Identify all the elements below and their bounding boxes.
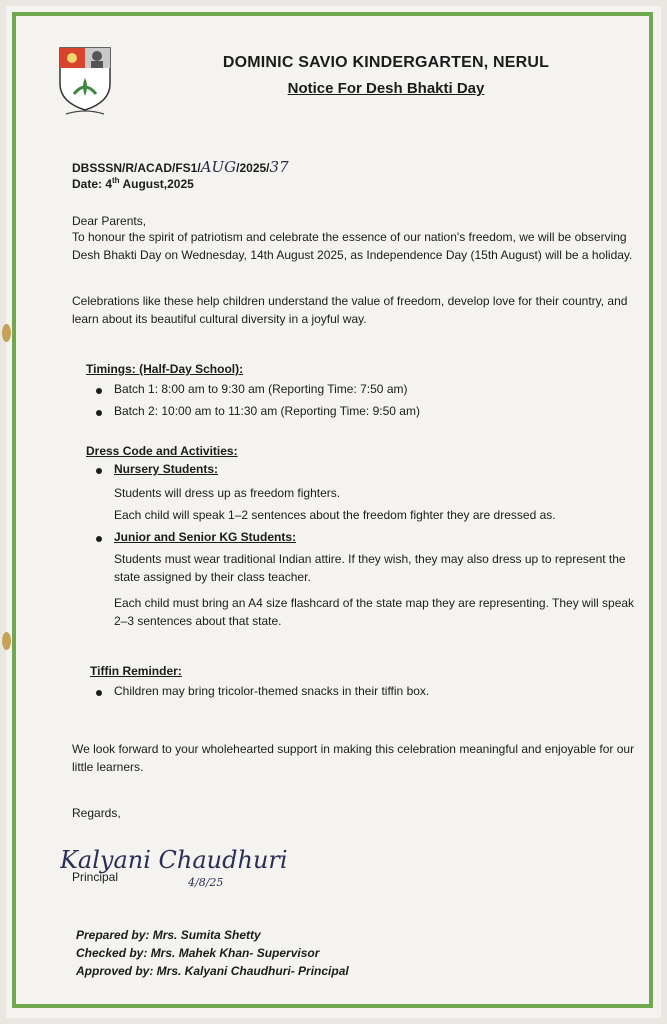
reference-hand-month: AUG (200, 158, 237, 176)
dress-code-heading: Dress Code and Activities: (86, 444, 238, 458)
bullet-icon (96, 468, 102, 474)
tiffin-item: Children may bring tricolor-themed snacks in their tiffin box. (114, 684, 430, 698)
notice-title: Notice For Desh Bhakti Day (287, 80, 485, 97)
school-name: DOMINIC SAVIO KINDERGARTEN, NERUL (222, 54, 550, 71)
salutation: Dear Parents, (72, 214, 147, 228)
closing-paragraph: We look forward to your wholehearted support in making this celebration meaningful and enjoyable for our little learners. (72, 742, 635, 774)
timing-batch-1: Batch 1: 8:00 am to 9:30 am (Reporting Time: 7:50 am) (114, 382, 408, 396)
checked-by: Checked by: Mrs. Mahek Khan- Supervisor (76, 946, 320, 960)
school-crest-icon (56, 44, 114, 116)
green-border-frame (12, 12, 653, 1008)
bullet-icon (96, 690, 102, 696)
reference-printed: DBSSSN/R/ACAD/FS1/ (72, 161, 201, 175)
date-prefix: Date: 4 (72, 177, 113, 191)
principal-signature (60, 828, 300, 900)
intro-paragraph-2: Celebrations like these help children understand the value of freedom, develop love for their country, and learn about its beautiful cultural diversity in a joyful way. (72, 294, 628, 326)
punch-hole (2, 324, 11, 342)
regards: Regards, (72, 806, 121, 820)
bullet-icon (96, 410, 102, 416)
nursery-line-2: Each child will speak 1–2 sentences about the freedom fighter they are dressed as. (114, 508, 556, 522)
notice-page (6, 6, 661, 1018)
signature-name: Kalyani Chaudhuri (60, 846, 288, 874)
approved-by: Approved by: Mrs. Kalyani Chaudhuri- Principal (76, 964, 349, 978)
bullet-icon (96, 388, 102, 394)
notice-date (72, 176, 194, 191)
kg-label: Junior and Senior KG Students: (114, 530, 297, 544)
kg-line-1: Students must wear traditional Indian attire. If they wish, they may also dress up to represent the state assigned by their class teacher. (114, 552, 626, 584)
nursery-line-1: Students will dress up as freedom fighters. (114, 486, 341, 500)
designation: Principal (72, 870, 119, 884)
punch-hole (2, 632, 11, 650)
nursery-label: Nursery Students: (114, 462, 219, 476)
tiffin-heading: Tiffin Reminder: (90, 664, 182, 678)
timings-heading: Timings: (Half-Day School): (86, 362, 244, 376)
reference-number (72, 158, 289, 176)
reference-hand-number: 37 (269, 158, 289, 176)
signature-date: 4/8/25 (188, 876, 224, 889)
date-suffix: August,2025 (119, 177, 194, 191)
timing-batch-2: Batch 2: 10:00 am to 11:30 am (Reporting Time: 9:50 am) (114, 404, 420, 418)
kg-line-2: Each child must bring an A4 size flashcard of the state map they are representing. They will speak 2–3 sentences about that state. (114, 596, 635, 628)
reference-printed-2: /2025/ (236, 161, 270, 175)
date-suffix-sup: th (112, 176, 120, 185)
intro-paragraph: To honour the spirit of patriotism and celebrate the essence of our nation's freedom, we will be observing Desh Bhakti Day on Wednesday, 14th August 2025, as Independence Day (15th August) will be a holiday. (72, 230, 633, 262)
prepared-by: Prepared by: Mrs. Sumita Shetty (76, 928, 261, 942)
bullet-icon (96, 536, 102, 542)
